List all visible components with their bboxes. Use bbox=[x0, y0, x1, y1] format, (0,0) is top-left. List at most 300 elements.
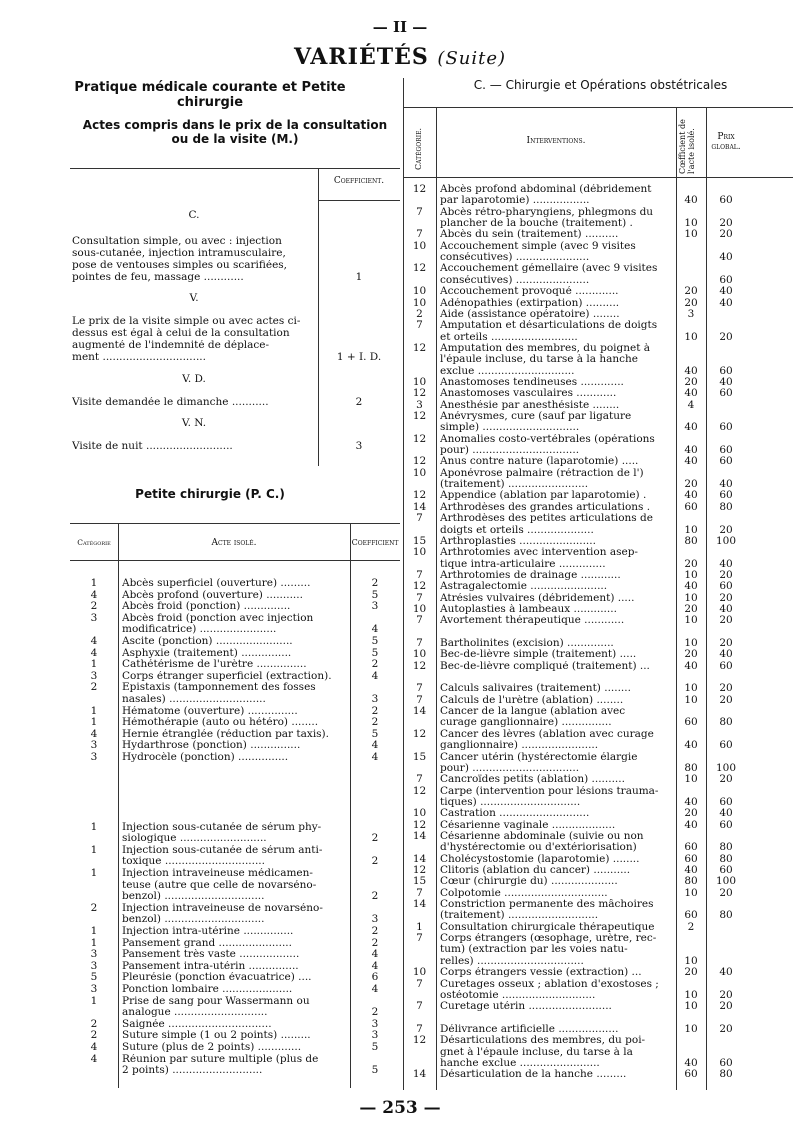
coef-cell: 5 bbox=[371, 728, 379, 740]
table-row bbox=[70, 972, 400, 983]
category-cell: 1 bbox=[90, 821, 98, 833]
category-cell: 12 bbox=[412, 660, 427, 672]
prix-cell: 60 bbox=[719, 365, 733, 377]
intervention-cell: (traitement) ........................... bbox=[440, 910, 599, 921]
intervention-cell: Calculs de l'urètre (ablation) ........ bbox=[440, 695, 624, 706]
act-cell: analogue ............................ bbox=[122, 1007, 268, 1018]
category-cell: 2 bbox=[416, 308, 423, 320]
category-cell: 10 bbox=[412, 648, 427, 660]
table-row bbox=[403, 229, 793, 240]
act-cell: Corps étranger superficiel (extraction). bbox=[122, 671, 332, 682]
coef-cell: 10 bbox=[684, 773, 698, 785]
category-cell: 12 bbox=[412, 262, 427, 274]
coef-cell: 10 bbox=[684, 955, 698, 967]
intervention-cell: Bec-de-lièvre simple (traitement) ..... bbox=[440, 649, 637, 660]
coef-cell: 10 bbox=[684, 694, 698, 706]
act-cell: Pansement très vaste .................. bbox=[122, 949, 300, 960]
coef-cell: 10 bbox=[684, 887, 698, 899]
intervention-cell: Carpe (intervention pour lésions trauma- bbox=[440, 786, 659, 797]
left-top-row bbox=[70, 352, 400, 363]
prix-cell: 80 bbox=[719, 841, 733, 853]
table-row bbox=[70, 798, 400, 809]
category-cell: 1 bbox=[416, 921, 423, 933]
coef-cell: 2 bbox=[371, 716, 379, 728]
coef-cell: 2 bbox=[371, 705, 379, 717]
category-cell: 4 bbox=[90, 1053, 98, 1065]
category-cell: 1 bbox=[90, 925, 98, 937]
category-cell: 14 bbox=[412, 853, 427, 865]
left-top-text: Visite de nuit .......................... bbox=[72, 441, 233, 452]
left-section-subtitle bbox=[70, 118, 400, 146]
table-row bbox=[403, 309, 793, 320]
prix-cell: 20 bbox=[719, 989, 733, 1001]
table-row bbox=[403, 593, 793, 604]
coef-cell: 20 bbox=[684, 297, 698, 309]
intervention-cell: Atrésies vulvaires (débridement) ..... bbox=[440, 593, 635, 604]
prix-cell: 100 bbox=[715, 762, 737, 774]
table-row bbox=[70, 787, 400, 798]
act-cell: Epistaxis (tamponnement des fosses bbox=[122, 682, 316, 693]
prix-cell: 40 bbox=[719, 478, 733, 490]
intervention-cell: Clitoris (ablation du cancer) ........... bbox=[440, 865, 631, 876]
intervention-cell: simple) ............................. bbox=[440, 422, 580, 433]
act-cell: Abcès froid (ponction avec injection bbox=[122, 613, 314, 624]
table-row bbox=[403, 876, 793, 887]
intervention-cell: Cancer des lèvres (ablation avec curage bbox=[440, 729, 654, 740]
category-cell: 10 bbox=[412, 297, 427, 309]
category-cell: 3 bbox=[90, 948, 98, 960]
prix-cell: 20 bbox=[719, 637, 733, 649]
category-cell: 7 bbox=[416, 228, 423, 240]
intervention-cell: Curetages osseux ; ablation d'exostoses ; bbox=[440, 979, 659, 990]
table-row bbox=[403, 967, 793, 978]
table-row bbox=[403, 627, 793, 638]
coef-cell: 4 bbox=[371, 960, 379, 972]
category-cell: 12 bbox=[412, 433, 427, 445]
category-cell: 2 bbox=[90, 1029, 98, 1041]
intervention-cell: Corps étrangers (œsophage, urètre, rec- bbox=[440, 933, 657, 944]
coef-cell: 40 bbox=[684, 194, 698, 206]
category-cell: 1 bbox=[90, 658, 98, 670]
table-row bbox=[403, 979, 793, 990]
left-top-text: V. D. bbox=[182, 373, 206, 385]
coef-cell: 3 bbox=[371, 1018, 379, 1030]
category-cell: 12 bbox=[412, 342, 427, 354]
coef-cell: 20 bbox=[684, 558, 698, 570]
table-row bbox=[70, 845, 400, 856]
act-cell: Injection intra-utérine ............... bbox=[122, 926, 294, 937]
act-cell: benzol) .............................. bbox=[122, 891, 265, 902]
table-row bbox=[403, 854, 793, 865]
prix-cell: 40 bbox=[719, 966, 733, 978]
table-row bbox=[403, 513, 793, 524]
coef-cell: 20 bbox=[684, 285, 698, 297]
left-subtitle-line1: Actes compris dans le prix de la consultation bbox=[82, 118, 388, 132]
coef-cell: 3 bbox=[371, 600, 379, 612]
category-cell: 2 bbox=[90, 681, 98, 693]
category-cell: 1 bbox=[90, 577, 98, 589]
category-cell: 1 bbox=[90, 844, 98, 856]
category-cell: 7 bbox=[416, 694, 423, 706]
table-row bbox=[403, 638, 793, 649]
act-cell: Prise de sang pour Wassermann ou bbox=[122, 996, 310, 1007]
coef-cell: 4 bbox=[371, 751, 379, 763]
intervention-cell: Cancroïdes petits (ablation) .......... bbox=[440, 774, 625, 785]
table-row bbox=[403, 298, 793, 309]
category-cell: 7 bbox=[416, 978, 423, 990]
coef-cell: 10 bbox=[684, 228, 698, 240]
table-row bbox=[403, 729, 793, 740]
left-top-coef: 2 bbox=[355, 396, 363, 408]
coef-cell: 3 bbox=[371, 913, 379, 925]
coef-cell: 40 bbox=[684, 421, 698, 433]
left-top-text: pointes de feu, massage ............ bbox=[72, 272, 244, 283]
coef-cell: 3 bbox=[371, 693, 379, 705]
table-row bbox=[403, 910, 793, 921]
table-row bbox=[403, 218, 793, 229]
table-row bbox=[403, 956, 793, 967]
coef-cell: 10 bbox=[684, 682, 698, 694]
left-top-text: pose de ventouses simples ou scarifiées, bbox=[72, 260, 288, 271]
intervention-cell: Constriction permanente des mâchoires bbox=[440, 899, 654, 910]
act-cell: Injection sous-cutanée de sérum anti- bbox=[122, 845, 323, 856]
category-cell: 10 bbox=[412, 467, 427, 479]
intervention-cell: Anus contre nature (laparotomie) ..... bbox=[440, 456, 639, 467]
table-row bbox=[70, 810, 400, 821]
petite-chirurgie-title: Petite chirurgie (P. C.) bbox=[135, 487, 285, 501]
table-row bbox=[403, 888, 793, 899]
act-cell: Pansement grand ...................... bbox=[122, 938, 292, 949]
intervention-cell: Arthrodèses des petites articulations de bbox=[440, 513, 653, 524]
coef-cell: 5 bbox=[371, 1064, 379, 1076]
intervention-cell: Anomalies costo-vertébrales (opérations bbox=[440, 434, 655, 445]
table-row bbox=[70, 856, 400, 867]
prix-cell: 100 bbox=[715, 535, 737, 547]
coef-cell: 4 bbox=[687, 399, 695, 411]
intervention-cell: Amputation des membres, du poignet à bbox=[440, 343, 651, 354]
coef-cell: 2 bbox=[371, 658, 379, 670]
prix-cell: 20 bbox=[719, 217, 733, 229]
table-row bbox=[70, 764, 400, 775]
table-row bbox=[403, 263, 793, 274]
category-cell: 7 bbox=[416, 512, 423, 524]
prix-cell: 60 bbox=[719, 864, 733, 876]
table-row bbox=[70, 717, 400, 728]
left-top-text: ment ............................... bbox=[72, 352, 206, 363]
category-cell: 3 bbox=[90, 739, 98, 751]
category-cell: 1 bbox=[90, 716, 98, 728]
left-title-line1: Pratique médicale courante et Petite bbox=[74, 80, 346, 95]
prix-cell: 20 bbox=[719, 331, 733, 343]
coef-cell: 40 bbox=[684, 1057, 698, 1069]
table-row bbox=[70, 671, 400, 682]
table-row bbox=[403, 559, 793, 570]
category-cell: 12 bbox=[412, 580, 427, 592]
intervention-cell: Adénopathies (extirpation) .......... bbox=[440, 298, 620, 309]
category-cell: 3 bbox=[90, 751, 98, 763]
coef-cell: 5 bbox=[371, 1041, 379, 1053]
act-cell: nasales) ............................. bbox=[122, 694, 266, 705]
coef-cell: 10 bbox=[684, 331, 698, 343]
table-row bbox=[70, 1030, 400, 1041]
category-cell: 10 bbox=[412, 285, 427, 297]
left-top-coef: 3 bbox=[355, 440, 363, 452]
table-row bbox=[70, 1054, 400, 1065]
coef-cell: 60 bbox=[684, 1068, 698, 1080]
table-row bbox=[403, 649, 793, 660]
table-row bbox=[403, 434, 793, 445]
intervention-cell: Arthrotomies de drainage ............ bbox=[440, 570, 621, 581]
intervention-cell: (traitement) ........................ bbox=[440, 479, 589, 490]
prix-cell: 60 bbox=[719, 194, 733, 206]
title-main: VARIÉTÉS bbox=[293, 44, 429, 70]
prix-cell: 20 bbox=[719, 773, 733, 785]
category-cell: 1 bbox=[90, 937, 98, 949]
intervention-cell: ostéotomie ............................ bbox=[440, 990, 596, 1001]
act-cell: teuse (autre que celle de novarséno- bbox=[122, 880, 317, 891]
right-header-interventions: Interventions. bbox=[526, 136, 586, 146]
category-cell: 7 bbox=[416, 773, 423, 785]
left-top-text: C. bbox=[188, 209, 200, 221]
coefficient-header-rule bbox=[318, 200, 400, 201]
table-row bbox=[403, 411, 793, 422]
prix-cell: 60 bbox=[719, 660, 733, 672]
left-top-text: Le prix de la visite simple ou avec actes ci- bbox=[72, 316, 301, 327]
category-cell: 3 bbox=[90, 960, 98, 972]
act-cell: Abcès profond (ouverture) ........... bbox=[122, 590, 303, 601]
category-cell: 12 bbox=[412, 183, 427, 195]
table-row bbox=[403, 740, 793, 751]
table-row bbox=[403, 786, 793, 797]
prix-cell: 60 bbox=[719, 819, 733, 831]
intervention-cell: pour) ................................ bbox=[440, 445, 580, 456]
act-cell: Injection sous-cutanée de sérum phy- bbox=[122, 822, 322, 833]
prix-cell: 40 bbox=[719, 297, 733, 309]
category-cell: 2 bbox=[90, 902, 98, 914]
act-cell: benzol) .............................. bbox=[122, 914, 265, 925]
intervention-cell: consécutives) ...................... bbox=[440, 252, 590, 263]
prix-cell: 20 bbox=[719, 524, 733, 536]
coef-cell: 20 bbox=[684, 648, 698, 660]
table-row bbox=[70, 868, 400, 879]
left-top-text: augmenté de l'indemnité de déplace- bbox=[72, 340, 270, 351]
act-cell: Hydarthrose (ponction) ............... bbox=[122, 740, 301, 751]
coef-cell: 6 bbox=[371, 971, 379, 983]
coef-cell: 3 bbox=[371, 1029, 379, 1041]
act-cell: Suture (plus de 2 points) ............. bbox=[122, 1042, 302, 1053]
table-row bbox=[403, 422, 793, 433]
table-row bbox=[403, 332, 793, 343]
intervention-cell: curage ganglionnaire) ............... bbox=[440, 717, 612, 728]
intervention-cell: et orteils .......................... bbox=[440, 332, 578, 343]
intervention-cell: par laparotomie) ................. bbox=[440, 195, 590, 206]
act-cell: Abcès froid (ponction) .............. bbox=[122, 601, 291, 612]
category-cell: 10 bbox=[412, 376, 427, 388]
coef-cell: 5 bbox=[371, 589, 379, 601]
coef-cell: 40 bbox=[684, 365, 698, 377]
table-row bbox=[70, 984, 400, 995]
table-row bbox=[403, 774, 793, 785]
left-header-act: Acte isolé. bbox=[211, 538, 257, 548]
page-title bbox=[0, 44, 800, 70]
table-row bbox=[403, 320, 793, 331]
category-cell: 7 bbox=[416, 682, 423, 694]
coef-cell: 60 bbox=[684, 853, 698, 865]
category-cell: 12 bbox=[412, 819, 427, 831]
prix-cell: 60 bbox=[719, 421, 733, 433]
intervention-cell: Consultation chirurgicale thérapeutique bbox=[440, 922, 655, 933]
table-row bbox=[403, 1069, 793, 1080]
table-row bbox=[403, 400, 793, 411]
category-cell: 1 bbox=[90, 705, 98, 717]
table-row bbox=[70, 938, 400, 949]
intervention-cell: Arthrotomies avec intervention asep- bbox=[440, 547, 638, 558]
table-row bbox=[70, 624, 400, 635]
category-cell: 15 bbox=[412, 875, 427, 887]
intervention-cell: Appendice (ablation par laparotomie) . bbox=[440, 490, 647, 501]
coef-cell: 40 bbox=[684, 819, 698, 831]
category-cell: 12 bbox=[412, 785, 427, 797]
prix-cell: 100 bbox=[715, 875, 737, 887]
table-row bbox=[403, 252, 793, 263]
table-row bbox=[403, 604, 793, 615]
intervention-cell: Césarienne vaginale ................... bbox=[440, 820, 616, 831]
intervention-cell: Césarienne abdominale (suivie ou non bbox=[440, 831, 644, 842]
table-row bbox=[403, 1058, 793, 1069]
intervention-cell: ganglionnaire) ....................... bbox=[440, 740, 599, 751]
left-top-row bbox=[70, 397, 400, 408]
right-header-category: Catégorie. bbox=[414, 127, 423, 170]
intervention-cell: Anesthésie par anesthésiste ........ bbox=[440, 400, 620, 411]
category-cell: 14 bbox=[412, 705, 427, 717]
prix-cell: 80 bbox=[719, 501, 733, 513]
intervention-cell: exclue ............................. bbox=[440, 366, 575, 377]
table-row bbox=[403, 763, 793, 774]
category-cell: 1 bbox=[90, 867, 98, 879]
table-row bbox=[403, 695, 793, 706]
prix-cell: 40 bbox=[719, 648, 733, 660]
table-row bbox=[403, 615, 793, 626]
table-row bbox=[70, 706, 400, 717]
prix-cell: 60 bbox=[719, 455, 733, 467]
table-row bbox=[403, 672, 793, 683]
intervention-cell: Cancer utérin (hystérectomie élargie bbox=[440, 752, 638, 763]
category-cell: 7 bbox=[416, 206, 423, 218]
coef-cell: 10 bbox=[684, 614, 698, 626]
act-cell: Suture simple (1 ou 2 points) ......... bbox=[122, 1030, 311, 1041]
left-subtitle-line2: ou de la visite (M.) bbox=[171, 132, 299, 146]
table-row bbox=[70, 694, 400, 705]
table-row bbox=[403, 1013, 793, 1024]
left-top-row bbox=[70, 328, 400, 339]
prix-cell: 20 bbox=[719, 1023, 733, 1035]
category-cell: 14 bbox=[412, 830, 427, 842]
category-cell: 3 bbox=[90, 670, 98, 682]
category-cell: 7 bbox=[416, 932, 423, 944]
table-row bbox=[70, 822, 400, 833]
intervention-cell: hanche exclue ........................ bbox=[440, 1058, 600, 1069]
table-row bbox=[403, 207, 793, 218]
table-row bbox=[70, 682, 400, 693]
table-row bbox=[403, 445, 793, 456]
category-cell: 12 bbox=[412, 489, 427, 501]
coef-cell: 2 bbox=[371, 890, 379, 902]
coef-cell: 4 bbox=[371, 739, 379, 751]
coef-cell: 80 bbox=[684, 875, 698, 887]
table-row bbox=[403, 388, 793, 399]
table-row bbox=[403, 241, 793, 252]
act-cell: Pleurésie (ponction évacuatrice) .... bbox=[122, 972, 312, 983]
table-row bbox=[70, 729, 400, 740]
table-row bbox=[70, 1007, 400, 1018]
coef-cell: 5 bbox=[371, 647, 379, 659]
table-row bbox=[403, 717, 793, 728]
category-cell: 4 bbox=[90, 647, 98, 659]
page-roman-numeral: — II — bbox=[372, 18, 428, 36]
coef-cell: 20 bbox=[684, 807, 698, 819]
table-row bbox=[70, 914, 400, 925]
coef-cell: 40 bbox=[684, 444, 698, 456]
intervention-cell: doigts et orteils .................... bbox=[440, 525, 594, 536]
table-row bbox=[70, 613, 400, 624]
intervention-cell: Anastomoses tendineuses ............. bbox=[440, 377, 624, 388]
category-cell: 12 bbox=[412, 864, 427, 876]
coef-cell: 40 bbox=[684, 864, 698, 876]
intervention-cell: Accouchement simple (avec 9 visites bbox=[440, 241, 636, 252]
category-cell: 12 bbox=[412, 1034, 427, 1046]
table-row bbox=[403, 944, 793, 955]
coef-cell: 20 bbox=[684, 478, 698, 490]
category-cell: 14 bbox=[412, 898, 427, 910]
table-row bbox=[403, 490, 793, 501]
left-top-row bbox=[70, 210, 400, 221]
category-cell: 12 bbox=[412, 387, 427, 399]
coef-cell: 10 bbox=[684, 217, 698, 229]
prix-cell: 20 bbox=[719, 1000, 733, 1012]
coef-cell: 20 bbox=[684, 603, 698, 615]
prix-cell: 60 bbox=[719, 796, 733, 808]
coef-cell: 2 bbox=[371, 832, 379, 844]
left-top-row bbox=[70, 441, 400, 452]
intervention-cell: Cœur (chirurgie du) .................... bbox=[440, 876, 618, 887]
act-cell: modificatrice) ....................... bbox=[122, 624, 277, 635]
coef-cell: 60 bbox=[684, 841, 698, 853]
prix-cell: 20 bbox=[719, 682, 733, 694]
coef-cell: 4 bbox=[371, 948, 379, 960]
table-row bbox=[403, 547, 793, 558]
category-cell: 12 bbox=[412, 410, 427, 422]
intervention-cell: Délivrance artificielle .................. bbox=[440, 1024, 619, 1035]
intervention-cell: consécutives) ...................... bbox=[440, 275, 590, 286]
intervention-cell: tique intra-articulaire .............. bbox=[440, 559, 606, 570]
intervention-cell: Bec-de-lièvre compliqué (traitement) ... bbox=[440, 661, 650, 672]
category-cell: 7 bbox=[416, 319, 423, 331]
category-cell: 10 bbox=[412, 240, 427, 252]
intervention-cell: Corps étrangers vessie (extraction) ... bbox=[440, 967, 642, 978]
coefficient-header: Coefficient. bbox=[333, 176, 385, 186]
left-top-coef: 1 bbox=[355, 271, 363, 283]
table-row bbox=[70, 926, 400, 937]
prix-cell: 80 bbox=[719, 853, 733, 865]
category-cell: 10 bbox=[412, 966, 427, 978]
table-row bbox=[403, 899, 793, 910]
prix-cell: 40 bbox=[719, 285, 733, 297]
page-number: — 253 — bbox=[359, 1098, 441, 1118]
left-top-row bbox=[70, 272, 400, 283]
act-cell: Cathétérisme de l'urètre ............... bbox=[122, 659, 307, 670]
category-cell: 14 bbox=[412, 501, 427, 513]
table-row bbox=[403, 1035, 793, 1046]
